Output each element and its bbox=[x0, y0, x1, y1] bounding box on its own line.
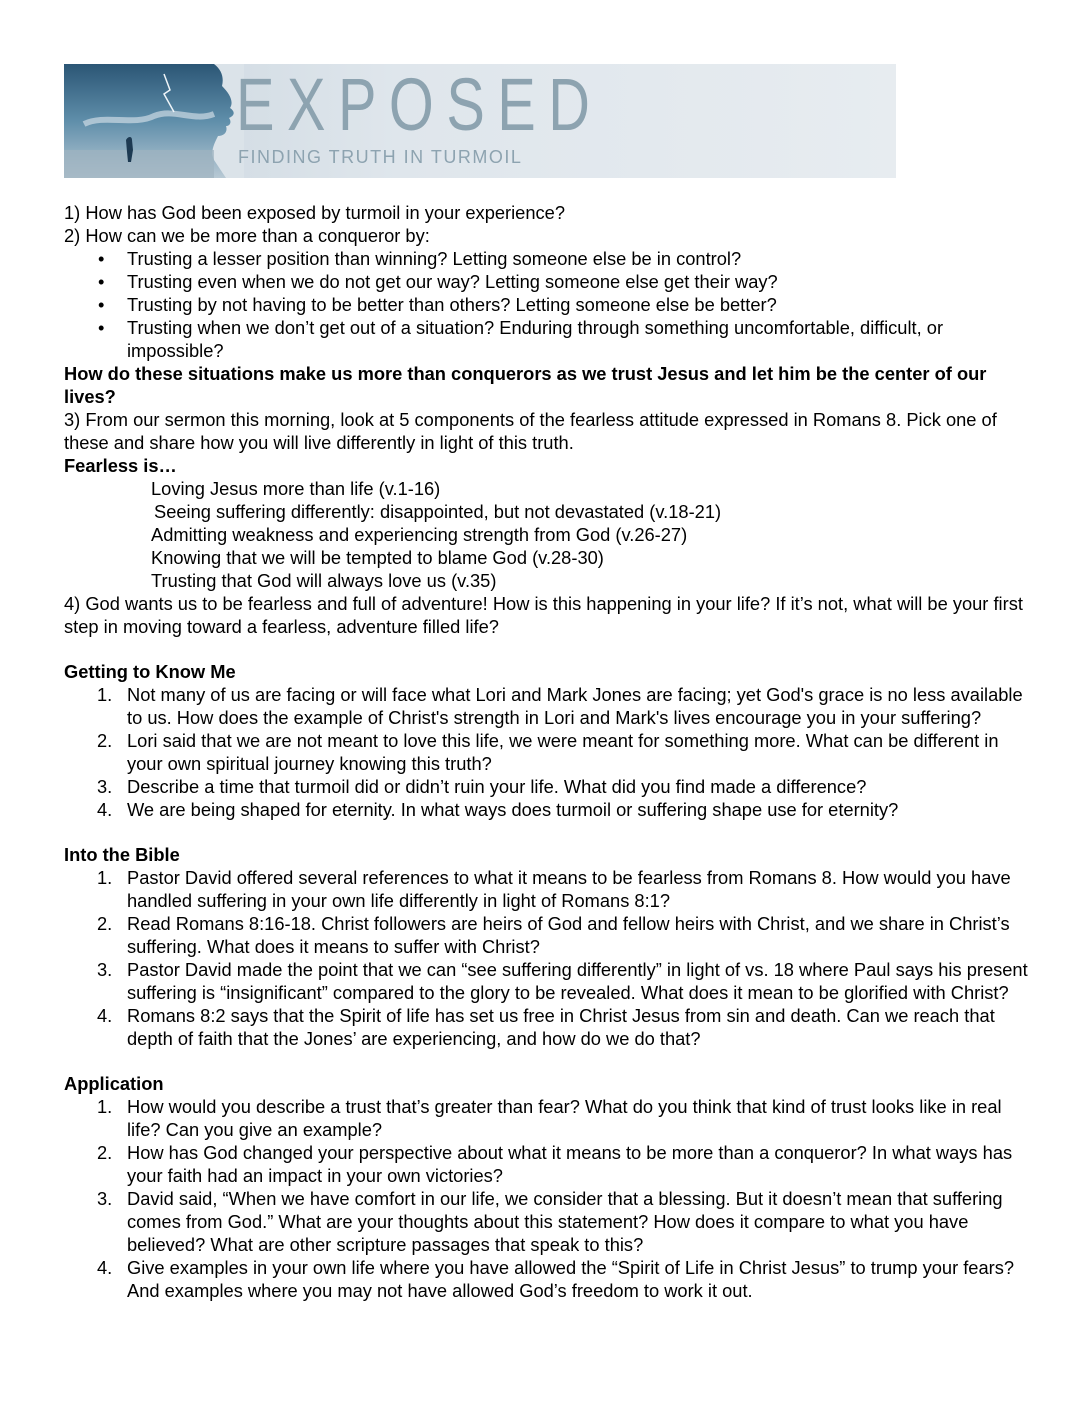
section-heading-into-the-bible: Into the Bible bbox=[64, 844, 180, 865]
fearless-item: Trusting that God will always love us (v.35) bbox=[151, 570, 497, 591]
list-item: 3. David said, “When we have comfort in our life, we consider that a blessing. But it doesn’t mean that suffering comes from God.” What are your thoughts about this statement? How does it compare to what you have believed? What are other scripture passages that speak to this? bbox=[97, 1188, 1003, 1255]
question-2: 2) How can we be more than a conqueror by: bbox=[64, 225, 430, 246]
section-heading-getting-to-know-me: Getting to Know Me bbox=[64, 661, 236, 682]
question-4: 4) God wants us to be fearless and full of adventure! How is this happening in your life? If it’s not, what will be your first step in moving toward a fearless, adventure filled life? bbox=[64, 593, 1023, 637]
list-item: 1. Not many of us are facing or will face what Lori and Mark Jones are facing; yet God's grace is no less available to us. How does the example of Christ's strength in Lori and Mark's lives encourage you in your suffering? bbox=[97, 684, 1023, 728]
conquerors-question: How do these situations make us more than conquerors as we trust Jesus and let him be the center of our lives? bbox=[64, 363, 987, 407]
section-heading-application: Application bbox=[64, 1073, 164, 1094]
fearless-heading: Fearless is… bbox=[64, 455, 177, 476]
list-item: 1. How would you describe a trust that’s greater than fear? What do you think that kind of trust looks like in real life? Can you give an example? bbox=[97, 1096, 1002, 1140]
bullet-icon: • bbox=[98, 294, 105, 315]
list-item: 3. Pastor David made the point that we can “see suffering differently” in light of vs. 18 where Paul says his present suffering is “insignificant” compared to the glory to be revealed. What does it mean to be glorified with Christ? bbox=[97, 959, 1028, 1003]
fearless-item: Loving Jesus more than life (v.1-16) bbox=[151, 478, 441, 499]
discussion-guide bbox=[64, 201, 1034, 1302]
banner-silhouette-image bbox=[64, 64, 244, 178]
banner-subtitle: FINDING TRUTH IN TURMOIL bbox=[238, 147, 523, 167]
bullet-icon: • bbox=[98, 248, 105, 269]
list-item: • Trusting by not having to be better than others? Letting someone else be better? bbox=[98, 294, 777, 315]
list-item: 2. Lori said that we are not meant to love this life, we were meant for something more. What can be different in your own spiritual journey knowing this truth? bbox=[97, 730, 999, 774]
question-2-bullet-list bbox=[64, 247, 1034, 362]
list-item: • Trusting a lesser position than winning? Letting someone else be in control? bbox=[98, 248, 742, 269]
into-the-bible-list bbox=[64, 866, 1034, 1050]
application-list bbox=[64, 1095, 1034, 1302]
question-1: 1) How has God been exposed by turmoil in your experience? bbox=[64, 202, 565, 223]
list-item: 2. Read Romans 8:16-18. Christ followers are heirs of God and fellow heirs with Christ, and we share in Christ’s suffering. What does it means to suffer with Christ? bbox=[97, 913, 1010, 957]
bullet-icon: • bbox=[98, 317, 105, 338]
list-item: 2. How has God changed your perspective about what it means to be more than a conqueror? In what ways has your faith had an impact in your own victories? bbox=[97, 1142, 1013, 1186]
list-item: 3. Describe a time that turmoil did or didn’t ruin your life. What did you find made a difference? bbox=[97, 776, 867, 797]
list-item: • Trusting when we don’t get out of a situation? Enduring through something uncomfortable, difficult, or impossible? bbox=[98, 317, 944, 361]
getting-to-know-me-list bbox=[64, 683, 1034, 821]
header-banner bbox=[64, 64, 896, 178]
list-item: 4. We are being shaped for eternity. In what ways does turmoil or suffering shape use for eternity? bbox=[97, 799, 899, 820]
fearless-item: Admitting weakness and experiencing strength from God (v.26-27) bbox=[151, 524, 688, 545]
list-item: 1. Pastor David offered several references to what it means to be fearless from Romans 8. How would you have handled suffering in your own life differently in light of Romans 8:1? bbox=[97, 867, 1011, 911]
fearless-item: Knowing that we will be tempted to blame God (v.28-30) bbox=[151, 547, 604, 568]
list-item: 4. Give examples in your own life where you have allowed the “Spirit of Life in Christ Jesus” to trump your fears? And examples where you may not have allowed God’s freedom to work it out. bbox=[97, 1257, 1015, 1301]
list-item: • Trusting even when we do not get our way? Letting someone else get their way? bbox=[98, 271, 778, 292]
question-3: 3) From our sermon this morning, look at 5 components of the fearless attitude expressed in Romans 8. Pick one of these and share how you will live differently in light of this truth. bbox=[64, 409, 997, 453]
list-item: 4. Romans 8:2 says that the Spirit of life has set us free in Christ Jesus from sin and death. Can we reach that depth of faith that the Jones’ are experiencing, and how do we do that? bbox=[97, 1005, 995, 1049]
fearless-item: Seeing suffering differently: disappointed, but not devastated (v.18-21) bbox=[154, 501, 722, 522]
banner-title: EXPOSED bbox=[236, 64, 603, 146]
bullet-icon: • bbox=[98, 271, 105, 292]
